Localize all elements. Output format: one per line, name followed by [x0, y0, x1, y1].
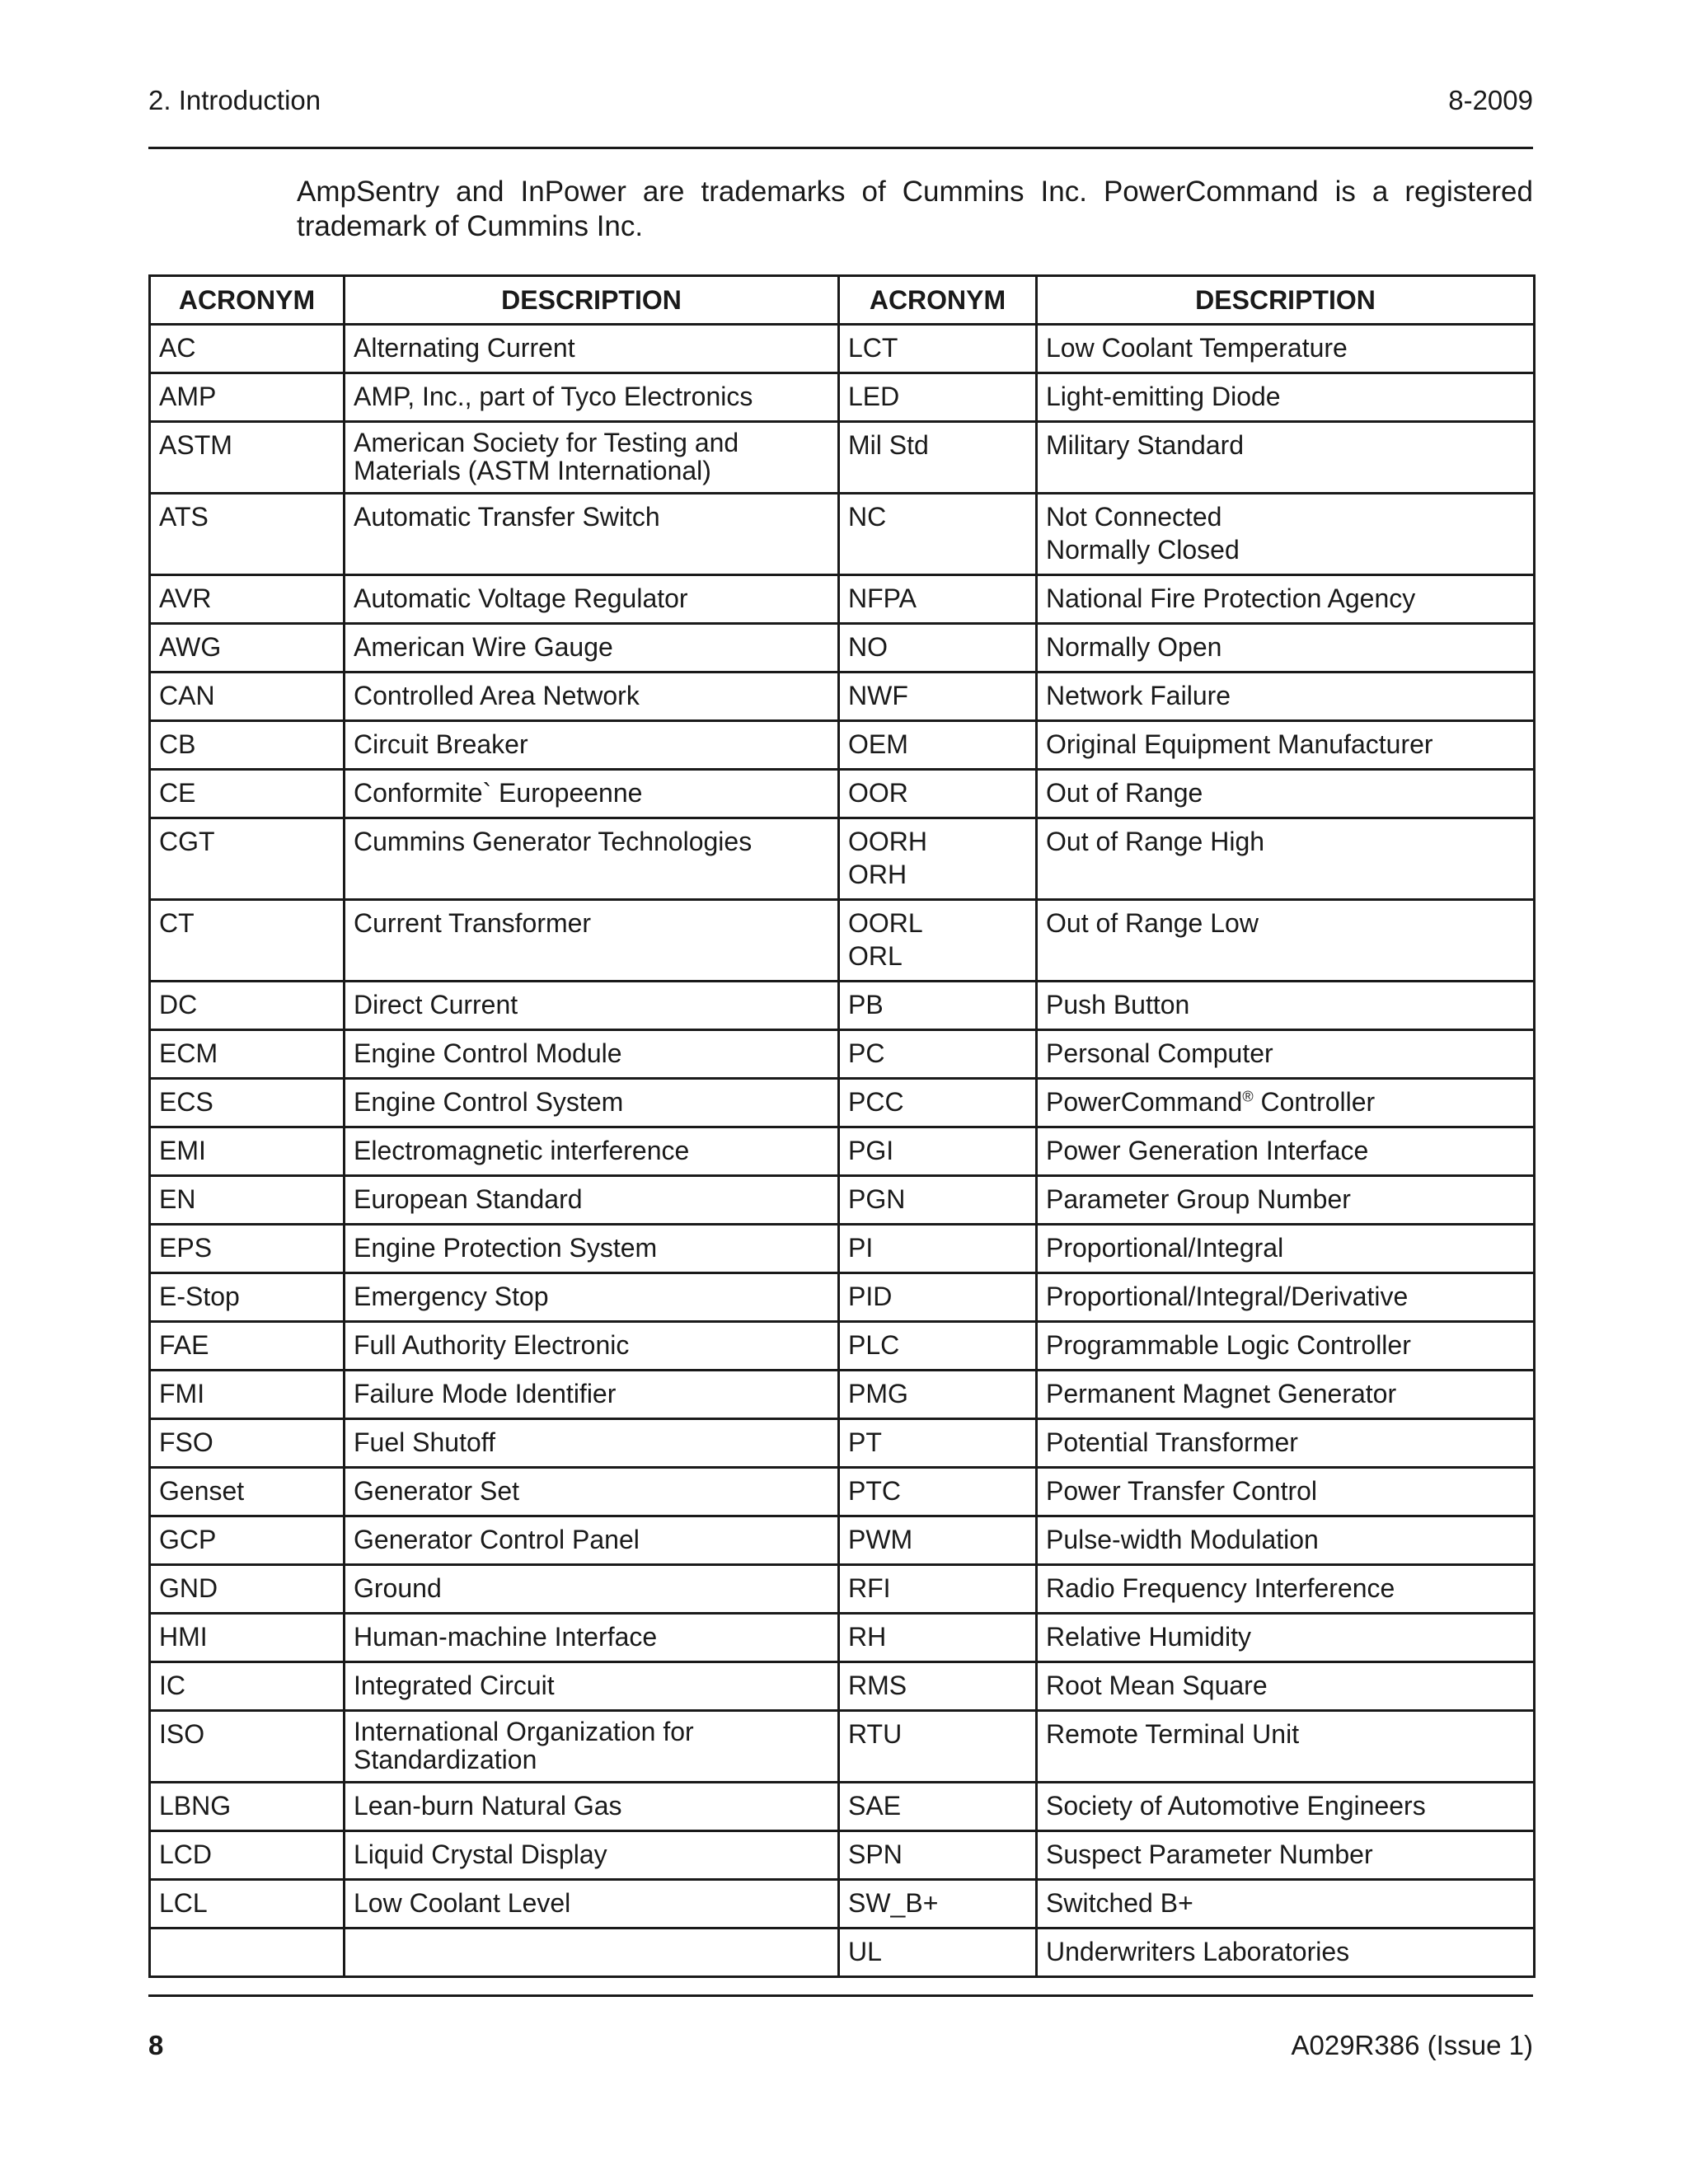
description-cell [345, 1176, 839, 1225]
cell-text-line: Circuit Breaker [354, 729, 528, 759]
table-row [150, 1127, 1535, 1176]
description-cell [345, 673, 839, 721]
acronym-table-body [150, 325, 1535, 1977]
document-id: A029R386 (Issue 1) [1291, 2030, 1533, 2060]
acronym-cell [150, 1711, 345, 1783]
description-cell [345, 818, 839, 900]
acronym-cell [839, 1273, 1037, 1322]
description-cell [1037, 818, 1535, 900]
cell-text-line: LCL [159, 1888, 208, 1918]
description-cell [345, 575, 839, 624]
cell-text-line: AC [159, 333, 196, 363]
acronym-cell [150, 1371, 345, 1419]
column-header: DESCRIPTION [345, 276, 839, 325]
cell-text-line: Generator Control Panel [354, 1525, 640, 1554]
cell-text-line: OORH [848, 827, 927, 856]
cell-text-line: RTU [848, 1719, 903, 1749]
description-cell [345, 422, 839, 494]
table-row [150, 1516, 1535, 1565]
acronym-cell [150, 770, 345, 818]
cell-text-line: Light-emitting Diode [1046, 382, 1281, 411]
acronym-cell [150, 1831, 345, 1880]
description-cell [345, 900, 839, 982]
description-cell [345, 721, 839, 770]
cell-text-line: Normally Open [1046, 632, 1222, 662]
cell-text-line: Emergency Stop [354, 1282, 549, 1311]
table-row [150, 1468, 1535, 1516]
description-cell [1037, 721, 1535, 770]
cell-text-line: ECS [159, 1087, 213, 1117]
cell-text-line: RH [848, 1622, 887, 1652]
table-row [150, 1225, 1535, 1273]
acronym-cell [150, 1176, 345, 1225]
cell-text-line: Automatic Transfer Switch [354, 502, 660, 532]
acronym-cell [150, 982, 345, 1030]
description-cell [1037, 1079, 1535, 1127]
cell-text-line: EN [159, 1184, 196, 1214]
acronym-cell [839, 770, 1037, 818]
acronym-cell [839, 1831, 1037, 1880]
cell-text-line: CT [159, 908, 195, 938]
description-cell [1037, 900, 1535, 982]
cell-text-line: AMP, Inc., part of Tyco Electronics [354, 382, 753, 411]
column-header: ACRONYM [150, 276, 345, 325]
cell-text-line: Not Connected [1046, 502, 1222, 532]
cell-text-line: Controlled Area Network [354, 681, 640, 710]
cell-text-line: ECM [159, 1038, 218, 1068]
cell-text-line: Integrated Circuit [354, 1671, 555, 1700]
cell-text-line: PCC [848, 1087, 904, 1117]
description-cell [1037, 1880, 1535, 1929]
revision-date: 8-2009 [1448, 85, 1533, 115]
description-cell [345, 1662, 839, 1711]
column-header: DESCRIPTION [1037, 276, 1535, 325]
cell-text-line: PT [848, 1427, 882, 1457]
page-number: 8 [148, 2030, 164, 2060]
description-cell [345, 1371, 839, 1419]
acronym-cell [839, 1711, 1037, 1783]
description-cell [1037, 1273, 1535, 1322]
acronym-cell [150, 1419, 345, 1468]
cell-text-line: DC [159, 990, 198, 1019]
cell-text-line: Radio Frequency Interference [1046, 1573, 1395, 1603]
cell-text-line: PTC [848, 1476, 901, 1506]
table-row [150, 770, 1535, 818]
header-divider [148, 147, 1533, 149]
description-cell [345, 1225, 839, 1273]
cell-text-line: ISO [159, 1719, 205, 1749]
description-cell [1037, 422, 1535, 494]
description-cell [345, 494, 839, 575]
cell-text-line: LCT [848, 333, 898, 363]
acronym-cell [150, 1516, 345, 1565]
description-cell [345, 1880, 839, 1929]
description-cell [345, 1468, 839, 1516]
table-row [150, 1565, 1535, 1614]
section-title: 2. Introduction [148, 85, 321, 115]
cell-text-line: Fuel Shutoff [354, 1427, 495, 1457]
cell-text-line: SPN [848, 1840, 903, 1869]
cell-text-line: PID [848, 1282, 893, 1311]
cell-text-line: Original Equipment Manufacturer [1046, 729, 1433, 759]
cell-text-line: American Wire Gauge [354, 632, 613, 662]
cell-text-line: Standardization [354, 1745, 537, 1774]
acronym-cell [839, 575, 1037, 624]
cell-text-line: E-Stop [159, 1282, 240, 1311]
cell-text-line: PI [848, 1233, 874, 1263]
acronym-cell [839, 1419, 1037, 1468]
cell-text-line: Genset [159, 1476, 245, 1506]
cell-text-line: CAN [159, 681, 215, 710]
description-cell [1037, 673, 1535, 721]
cell-text-line: HMI [159, 1622, 208, 1652]
description-cell [345, 325, 839, 373]
cell-text-line: Generator Set [354, 1476, 519, 1506]
description-cell [345, 1516, 839, 1565]
description-cell [345, 1711, 839, 1783]
acronym-cell [150, 1273, 345, 1322]
acronym-cell [150, 1322, 345, 1371]
cell-text-line: ORL [848, 941, 903, 971]
cell-text-line: FSO [159, 1427, 213, 1457]
acronym-cell [839, 1322, 1037, 1371]
cell-text-line: Power Generation Interface [1046, 1136, 1369, 1165]
acronym-cell [839, 982, 1037, 1030]
cell-text-line: Push Button [1046, 990, 1190, 1019]
description-cell [1037, 1711, 1535, 1783]
table-row [150, 982, 1535, 1030]
acronym-cell [839, 1079, 1037, 1127]
table-row [150, 1831, 1535, 1880]
acronym-cell [839, 1565, 1037, 1614]
acronym-table [148, 274, 1536, 1978]
cell-text-line: Root Mean Square [1046, 1671, 1268, 1700]
acronym-cell [150, 1225, 345, 1273]
acronym-cell [150, 1880, 345, 1929]
acronym-cell [150, 494, 345, 575]
cell-text-line: Engine Control Module [354, 1038, 622, 1068]
description-cell [345, 1127, 839, 1176]
description-cell [1037, 624, 1535, 673]
description-cell [1037, 1831, 1535, 1880]
footer-divider [148, 1994, 1533, 1997]
description-cell [345, 373, 839, 422]
cell-text-line: PLC [848, 1330, 900, 1360]
description-cell [1037, 373, 1535, 422]
description-cell [1037, 1468, 1535, 1516]
cell-text-line: Electromagnetic interference [354, 1136, 690, 1165]
acronym-cell [839, 1516, 1037, 1565]
cell-text-line: LED [848, 382, 900, 411]
acronym-cell [150, 1614, 345, 1662]
cell-text-line: Low Coolant Temperature [1046, 333, 1348, 363]
cell-text-line: AMP [159, 382, 217, 411]
acronym-cell [150, 1662, 345, 1711]
description-cell [345, 982, 839, 1030]
cell-text-line: PWM [848, 1525, 913, 1554]
cell-text-line: PowerCommand® Controller [1046, 1087, 1376, 1117]
cell-text-line: Underwriters Laboratories [1046, 1937, 1350, 1966]
cell-text-line: International Organization for [354, 1717, 694, 1746]
acronym-cell [150, 1565, 345, 1614]
trademark-notice: AmpSentry and InPower are trademarks of Cummins Inc. PowerCommand is a registered trademark of Cummins Inc. [297, 176, 1533, 242]
acronym-cell [150, 1929, 345, 1977]
table-row [150, 1929, 1535, 1977]
table-row [150, 818, 1535, 900]
cell-text-line: Permanent Magnet Generator [1046, 1379, 1397, 1408]
cell-text-line: PGI [848, 1136, 894, 1165]
cell-text-line: ASTM [159, 430, 232, 460]
description-cell [1037, 1225, 1535, 1273]
acronym-cell [150, 325, 345, 373]
table-row [150, 721, 1535, 770]
cell-text-line: CGT [159, 827, 215, 856]
description-cell [345, 1322, 839, 1371]
table-row [150, 1030, 1535, 1079]
cell-text-line: Conformite` Europeenne [354, 778, 643, 808]
cell-text-line: ATS [159, 502, 209, 532]
cell-text-line: Switched B+ [1046, 1888, 1193, 1918]
cell-text-line: RFI [848, 1573, 891, 1603]
description-cell [345, 1565, 839, 1614]
acronym-cell [839, 721, 1037, 770]
table-row [150, 1176, 1535, 1225]
description-cell [345, 1030, 839, 1079]
cell-text-line: Remote Terminal Unit [1046, 1719, 1300, 1749]
acronym-cell [839, 1468, 1037, 1516]
table-row [150, 422, 1535, 494]
acronym-cell [150, 900, 345, 982]
cell-text-line: Low Coolant Level [354, 1888, 571, 1918]
cell-text-line: LBNG [159, 1791, 232, 1821]
cell-text-line: Proportional/Integral/Derivative [1046, 1282, 1409, 1311]
description-cell [345, 1614, 839, 1662]
acronym-cell [150, 1079, 345, 1127]
cell-text-line: Mil Std [848, 430, 929, 460]
cell-text-line: Normally Closed [1046, 535, 1240, 565]
cell-text-line: Lean-burn Natural Gas [354, 1791, 622, 1821]
cell-text-line: Current Transformer [354, 908, 592, 938]
description-cell [1037, 1783, 1535, 1831]
cell-text-line: American Society for Testing and [354, 428, 739, 457]
description-cell [345, 1831, 839, 1880]
cell-text-line: GCP [159, 1525, 217, 1554]
table-row [150, 1273, 1535, 1322]
cell-text-line: AVR [159, 583, 212, 613]
cell-text-line: Materials (ASTM International) [354, 456, 711, 485]
acronym-cell [839, 1880, 1037, 1929]
cell-text-line: EPS [159, 1233, 213, 1263]
column-header: ACRONYM [839, 276, 1037, 325]
table-row [150, 494, 1535, 575]
cell-text-line: Pulse-width Modulation [1046, 1525, 1319, 1554]
description-cell [1037, 494, 1535, 575]
acronym-cell [150, 1030, 345, 1079]
table-row [150, 1711, 1535, 1783]
description-cell [1037, 1516, 1535, 1565]
cell-text-line: ORH [848, 860, 907, 889]
table-row [150, 1322, 1535, 1371]
acronym-cell [839, 1662, 1037, 1711]
acronym-cell [839, 900, 1037, 982]
cell-text-line: CB [159, 729, 196, 759]
table-row [150, 575, 1535, 624]
cell-text-line: OOR [848, 778, 908, 808]
description-cell [345, 1079, 839, 1127]
table-row [150, 1783, 1535, 1831]
cell-text-line: CE [159, 778, 196, 808]
description-cell [345, 1419, 839, 1468]
cell-text-line: Programmable Logic Controller [1046, 1330, 1411, 1360]
table-row [150, 1662, 1535, 1711]
acronym-cell [839, 1030, 1037, 1079]
cell-text-line: Cummins Generator Technologies [354, 827, 753, 856]
description-cell [345, 770, 839, 818]
cell-text-line: OEM [848, 729, 908, 759]
cell-text-line: Military Standard [1046, 430, 1245, 460]
cell-text-line: Out of Range High [1046, 827, 1265, 856]
cell-text-line: PC [848, 1038, 885, 1068]
acronym-cell [150, 624, 345, 673]
cell-text-line: Potential Transformer [1046, 1427, 1298, 1457]
description-cell [345, 1273, 839, 1322]
table-row [150, 325, 1535, 373]
cell-text-line: Parameter Group Number [1046, 1184, 1351, 1214]
acronym-cell [839, 1929, 1037, 1977]
table-header-row [150, 276, 1535, 325]
cell-text-line: Human-machine Interface [354, 1622, 658, 1652]
cell-text-line: OORL [848, 908, 923, 938]
cell-text-line: Engine Protection System [354, 1233, 658, 1263]
cell-text-line: PB [848, 990, 884, 1019]
cell-text-line: Power Transfer Control [1046, 1476, 1318, 1506]
cell-text-line: GND [159, 1573, 218, 1603]
cell-text-line: NWF [848, 681, 908, 710]
table-row [150, 1371, 1535, 1419]
cell-text-line: Alternating Current [354, 333, 575, 363]
acronym-cell [150, 1468, 345, 1516]
cell-text-line: PMG [848, 1379, 908, 1408]
description-cell [1037, 325, 1535, 373]
table-row [150, 900, 1535, 982]
acronym-cell [839, 624, 1037, 673]
table-row [150, 1079, 1535, 1127]
acronym-cell [150, 1783, 345, 1831]
cell-text-line: LCD [159, 1840, 213, 1869]
cell-text-line: NFPA [848, 583, 917, 613]
cell-text-line: Automatic Voltage Regulator [354, 583, 688, 613]
acronym-cell [839, 818, 1037, 900]
description-cell [1037, 982, 1535, 1030]
cell-text-line: Failure Mode Identifier [354, 1379, 617, 1408]
cell-text-line: Society of Automotive Engineers [1046, 1791, 1426, 1821]
description-cell [1037, 1322, 1535, 1371]
cell-text-line: Suspect Parameter Number [1046, 1840, 1373, 1869]
description-cell [345, 1783, 839, 1831]
cell-text-line: Out of Range [1046, 778, 1203, 808]
cell-text-line: PGN [848, 1184, 906, 1214]
table-row [150, 1880, 1535, 1929]
cell-text-line: Personal Computer [1046, 1038, 1273, 1068]
description-cell [1037, 1662, 1535, 1711]
description-cell [1037, 1614, 1535, 1662]
description-cell [345, 624, 839, 673]
cell-text-line: UL [848, 1937, 882, 1966]
cell-text-line: National Fire Protection Agency [1046, 583, 1416, 613]
cell-text-line: Network Failure [1046, 681, 1231, 710]
cell-text-line: NO [848, 632, 888, 662]
cell-text-line: SW_B+ [848, 1888, 939, 1918]
acronym-cell [150, 373, 345, 422]
description-cell [1037, 1565, 1535, 1614]
description-cell [1037, 1419, 1535, 1468]
acronym-cell [839, 1225, 1037, 1273]
cell-text-line: IC [159, 1671, 185, 1700]
acronym-cell [839, 673, 1037, 721]
cell-text-line: RMS [848, 1671, 907, 1700]
cell-text-line: Direct Current [354, 990, 518, 1019]
acronym-cell [839, 422, 1037, 494]
cell-text-line: Full Authority Electronic [354, 1330, 630, 1360]
table-row [150, 1614, 1535, 1662]
description-cell [1037, 1371, 1535, 1419]
table-row [150, 373, 1535, 422]
acronym-cell [150, 673, 345, 721]
cell-text-line: SAE [848, 1791, 902, 1821]
description-cell [1037, 1030, 1535, 1079]
cell-text-line: Ground [354, 1573, 442, 1603]
acronym-cell [839, 1783, 1037, 1831]
acronym-cell [839, 373, 1037, 422]
description-cell [1037, 770, 1535, 818]
acronym-cell [150, 422, 345, 494]
acronym-cell [839, 1127, 1037, 1176]
cell-text-line: NC [848, 502, 887, 532]
cell-text-line: Liquid Crystal Display [354, 1840, 607, 1869]
cell-text-line: EMI [159, 1136, 206, 1165]
table-row [150, 624, 1535, 673]
acronym-cell [839, 494, 1037, 575]
cell-text-line: Out of Range Low [1046, 908, 1259, 938]
description-cell [1037, 1127, 1535, 1176]
table-row [150, 1419, 1535, 1468]
description-cell [345, 1929, 839, 1977]
cell-text-line: Engine Control System [354, 1087, 624, 1117]
cell-text-line: Relative Humidity [1046, 1622, 1251, 1652]
acronym-cell [839, 325, 1037, 373]
table-row [150, 673, 1535, 721]
acronym-cell [150, 575, 345, 624]
description-cell [1037, 575, 1535, 624]
cell-text-line: Proportional/Integral [1046, 1233, 1284, 1263]
cell-text-line: European Standard [354, 1184, 583, 1214]
description-cell [1037, 1176, 1535, 1225]
acronym-cell [150, 721, 345, 770]
acronym-cell [150, 818, 345, 900]
acronym-cell [839, 1614, 1037, 1662]
cell-text-line: AWG [159, 632, 222, 662]
acronym-cell [839, 1176, 1037, 1225]
acronym-cell [150, 1127, 345, 1176]
description-cell [1037, 1929, 1535, 1977]
acronym-cell [839, 1371, 1037, 1419]
cell-text-line: FAE [159, 1330, 209, 1360]
cell-text-line: FMI [159, 1379, 205, 1408]
